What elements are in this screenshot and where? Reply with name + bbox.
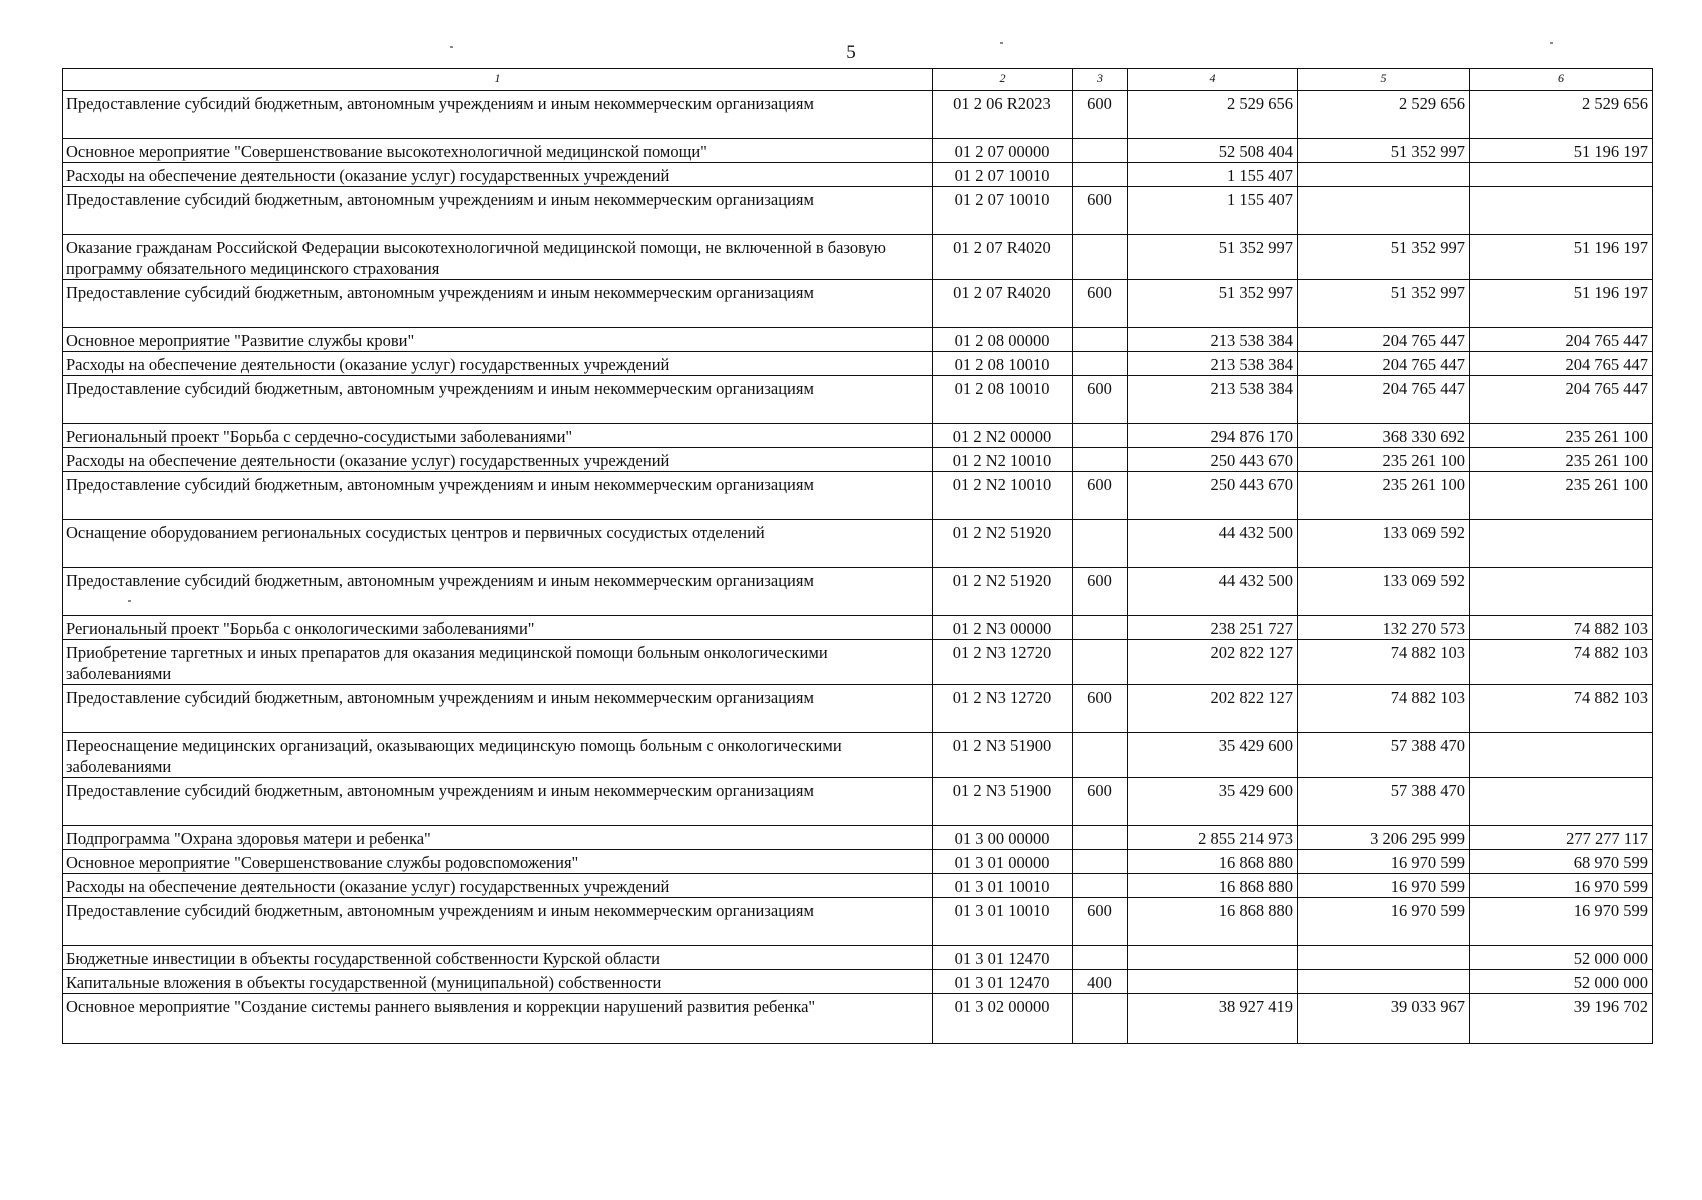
- table-row: [63, 874, 1653, 898]
- table-row: [63, 448, 1653, 472]
- row-amount-col4: 213 538 384: [1128, 376, 1298, 424]
- row-amount-col6: [1470, 733, 1653, 778]
- row-amount-col6: 51 196 197: [1470, 235, 1653, 280]
- row-expense-type: [1073, 328, 1128, 352]
- row-amount-col6: 51 196 197: [1470, 280, 1653, 328]
- row-expense-type: [1073, 448, 1128, 472]
- row-amount-col4: 1 155 407: [1128, 187, 1298, 235]
- row-name: Расходы на обеспечение деятельности (оказание услуг) государственных учреждений: [63, 448, 933, 472]
- row-amount-col4: 202 822 127: [1128, 640, 1298, 685]
- row-name: Предоставление субсидий бюджетным, автономным учреждениям и иным некоммерческим организациям: [63, 187, 933, 235]
- row-amount-col4: 38 927 419: [1128, 994, 1298, 1044]
- row-expense-type: 600: [1073, 778, 1128, 826]
- scan-speck: [1550, 42, 1553, 44]
- row-code: 01 2 N3 00000: [933, 616, 1073, 640]
- row-amount-col4: 2 529 656: [1128, 91, 1298, 139]
- row-name: Предоставление субсидий бюджетным, автономным учреждениям и иным некоммерческим организациям: [63, 778, 933, 826]
- row-code: 01 3 01 12470: [933, 946, 1073, 970]
- row-amount-col5: 133 069 592: [1298, 520, 1470, 568]
- row-amount-col4: 250 443 670: [1128, 472, 1298, 520]
- row-code: 01 2 N3 12720: [933, 640, 1073, 685]
- row-amount-col6: 16 970 599: [1470, 898, 1653, 946]
- table-row: [63, 235, 1653, 280]
- row-amount-col5: 204 765 447: [1298, 376, 1470, 424]
- row-name: Предоставление субсидий бюджетным, автономным учреждениям и иным некоммерческим организациям: [63, 280, 933, 328]
- row-amount-col4: 202 822 127: [1128, 685, 1298, 733]
- row-expense-type: 400: [1073, 970, 1128, 994]
- row-amount-col5: [1298, 970, 1470, 994]
- row-amount-col5: 133 069 592: [1298, 568, 1470, 616]
- row-code: 01 2 N3 51900: [933, 733, 1073, 778]
- row-code: 01 2 07 10010: [933, 187, 1073, 235]
- row-amount-col5: 2 529 656: [1298, 91, 1470, 139]
- row-amount-col6: 74 882 103: [1470, 640, 1653, 685]
- table-row: [63, 91, 1653, 139]
- row-amount-col6: 74 882 103: [1470, 616, 1653, 640]
- row-amount-col6: 235 261 100: [1470, 424, 1653, 448]
- row-amount-col4: 51 352 997: [1128, 280, 1298, 328]
- column-number: 4: [1128, 69, 1298, 91]
- column-number: 2: [933, 69, 1073, 91]
- table-row: [63, 280, 1653, 328]
- table-row: [63, 898, 1653, 946]
- row-expense-type: 600: [1073, 280, 1128, 328]
- row-amount-col5: 3 206 295 999: [1298, 826, 1470, 850]
- row-amount-col5: 16 970 599: [1298, 898, 1470, 946]
- row-name: Оснащение оборудованием региональных сосудистых центров и первичных сосудистых отделений: [63, 520, 933, 568]
- row-amount-col6: 235 261 100: [1470, 472, 1653, 520]
- row-code: 01 2 N2 51920: [933, 520, 1073, 568]
- row-code: 01 3 02 00000: [933, 994, 1073, 1044]
- table-row: [63, 946, 1653, 970]
- table-row: [63, 352, 1653, 376]
- row-name: Расходы на обеспечение деятельности (оказание услуг) государственных учреждений: [63, 874, 933, 898]
- column-number: 6: [1470, 69, 1653, 91]
- row-amount-col4: 1 155 407: [1128, 163, 1298, 187]
- row-amount-col5: 74 882 103: [1298, 640, 1470, 685]
- scan-speck: [128, 600, 131, 602]
- row-expense-type: [1073, 139, 1128, 163]
- row-name: Приобретение таргетных и иных препаратов для оказания медицинской помощи больным онкологическими заболеваниями: [63, 640, 933, 685]
- row-amount-col4: 35 429 600: [1128, 778, 1298, 826]
- row-code: 01 2 08 10010: [933, 376, 1073, 424]
- row-expense-type: [1073, 826, 1128, 850]
- table-row: [63, 733, 1653, 778]
- row-amount-col6: 39 196 702: [1470, 994, 1653, 1044]
- table-row: [63, 616, 1653, 640]
- row-amount-col5: [1298, 163, 1470, 187]
- row-amount-col6: 51 196 197: [1470, 139, 1653, 163]
- row-name: Предоставление субсидий бюджетным, автономным учреждениям и иным некоммерческим организациям: [63, 472, 933, 520]
- row-amount-col4: 213 538 384: [1128, 352, 1298, 376]
- row-name: Подпрограмма "Охрана здоровья матери и ребенка": [63, 826, 933, 850]
- row-code: 01 2 07 R4020: [933, 235, 1073, 280]
- table-row: [63, 163, 1653, 187]
- table-row: [63, 970, 1653, 994]
- row-amount-col5: 74 882 103: [1298, 685, 1470, 733]
- row-amount-col6: [1470, 520, 1653, 568]
- row-amount-col4: [1128, 946, 1298, 970]
- row-code: 01 3 01 10010: [933, 874, 1073, 898]
- row-amount-col4: [1128, 970, 1298, 994]
- row-expense-type: 600: [1073, 91, 1128, 139]
- row-expense-type: [1073, 352, 1128, 376]
- row-name: Основное мероприятие "Развитие службы крови": [63, 328, 933, 352]
- row-amount-col6: 204 765 447: [1470, 376, 1653, 424]
- row-name: Региональный проект "Борьба с сердечно-сосудистыми заболеваниями": [63, 424, 933, 448]
- row-code: 01 3 00 00000: [933, 826, 1073, 850]
- row-code: 01 3 01 10010: [933, 898, 1073, 946]
- table-row: [63, 472, 1653, 520]
- table-row: [63, 139, 1653, 163]
- table-row: [63, 376, 1653, 424]
- column-number: 1: [63, 69, 933, 91]
- table-row: [63, 640, 1653, 685]
- row-name: Расходы на обеспечение деятельности (оказание услуг) государственных учреждений: [63, 352, 933, 376]
- row-amount-col4: 16 868 880: [1128, 850, 1298, 874]
- table-row: [63, 994, 1653, 1044]
- row-code: 01 2 N2 10010: [933, 448, 1073, 472]
- table-row: [63, 826, 1653, 850]
- scan-speck: [1000, 42, 1003, 44]
- table-row: [63, 424, 1653, 448]
- row-name: Бюджетные инвестиции в объекты государственной собственности Курской области: [63, 946, 933, 970]
- row-amount-col6: 52 000 000: [1470, 946, 1653, 970]
- table-row: [63, 568, 1653, 616]
- row-code: 01 2 08 00000: [933, 328, 1073, 352]
- row-expense-type: [1073, 235, 1128, 280]
- row-amount-col4: 213 538 384: [1128, 328, 1298, 352]
- row-code: 01 2 07 10010: [933, 163, 1073, 187]
- table-row: [63, 187, 1653, 235]
- column-number: 3: [1073, 69, 1128, 91]
- row-amount-col5: 16 970 599: [1298, 850, 1470, 874]
- row-name: Переоснащение медицинских организаций, оказывающих медицинскую помощь больным с онкологическими заболеваниями: [63, 733, 933, 778]
- row-name: Основное мероприятие "Совершенствование службы родовспоможения": [63, 850, 933, 874]
- row-amount-col6: 2 529 656: [1470, 91, 1653, 139]
- table-row: [63, 778, 1653, 826]
- row-expense-type: [1073, 616, 1128, 640]
- row-amount-col5: 16 970 599: [1298, 874, 1470, 898]
- row-amount-col4: 52 508 404: [1128, 139, 1298, 163]
- row-code: 01 2 07 00000: [933, 139, 1073, 163]
- row-name: Предоставление субсидий бюджетным, автономным учреждениям и иным некоммерческим организациям: [63, 685, 933, 733]
- row-name: Основное мероприятие "Совершенствование высокотехнологичной медицинской помощи": [63, 139, 933, 163]
- row-code: 01 3 01 00000: [933, 850, 1073, 874]
- row-amount-col5: 39 033 967: [1298, 994, 1470, 1044]
- row-amount-col5: 204 765 447: [1298, 352, 1470, 376]
- row-expense-type: 600: [1073, 568, 1128, 616]
- row-code: 01 2 N3 12720: [933, 685, 1073, 733]
- table-row: [63, 328, 1653, 352]
- row-amount-col4: 35 429 600: [1128, 733, 1298, 778]
- column-number: 5: [1298, 69, 1470, 91]
- row-expense-type: [1073, 640, 1128, 685]
- row-amount-col6: 204 765 447: [1470, 328, 1653, 352]
- row-expense-type: [1073, 850, 1128, 874]
- row-code: 01 2 N2 51920: [933, 568, 1073, 616]
- row-amount-col5: 57 388 470: [1298, 778, 1470, 826]
- row-amount-col4: 294 876 170: [1128, 424, 1298, 448]
- row-expense-type: 600: [1073, 472, 1128, 520]
- row-amount-col6: 235 261 100: [1470, 448, 1653, 472]
- row-expense-type: [1073, 874, 1128, 898]
- row-amount-col6: [1470, 187, 1653, 235]
- row-expense-type: [1073, 424, 1128, 448]
- row-code: 01 2 N2 10010: [933, 472, 1073, 520]
- row-name: Предоставление субсидий бюджетным, автономным учреждениям и иным некоммерческим организациям: [63, 898, 933, 946]
- row-code: 01 2 N2 00000: [933, 424, 1073, 448]
- row-name: Предоставление субсидий бюджетным, автономным учреждениям и иным некоммерческим организациям: [63, 376, 933, 424]
- row-amount-col6: 74 882 103: [1470, 685, 1653, 733]
- column-number-row: [63, 69, 1653, 91]
- row-amount-col4: 16 868 880: [1128, 874, 1298, 898]
- row-expense-type: 600: [1073, 376, 1128, 424]
- row-amount-col6: [1470, 778, 1653, 826]
- row-amount-col5: [1298, 187, 1470, 235]
- row-amount-col6: [1470, 163, 1653, 187]
- row-amount-col6: [1470, 568, 1653, 616]
- row-amount-col6: 204 765 447: [1470, 352, 1653, 376]
- row-expense-type: [1073, 946, 1128, 970]
- row-amount-col5: 51 352 997: [1298, 139, 1470, 163]
- row-code: 01 3 01 12470: [933, 970, 1073, 994]
- row-amount-col5: 132 270 573: [1298, 616, 1470, 640]
- row-code: 01 2 06 R2023: [933, 91, 1073, 139]
- row-amount-col5: 204 765 447: [1298, 328, 1470, 352]
- row-amount-col6: 68 970 599: [1470, 850, 1653, 874]
- row-name: Оказание гражданам Российской Федерации высокотехнологичной медицинской помощи, не включенной в базовую программу обязательного медицинского страхования: [63, 235, 933, 280]
- row-amount-col5: 57 388 470: [1298, 733, 1470, 778]
- row-code: 01 2 07 R4020: [933, 280, 1073, 328]
- row-amount-col5: [1298, 946, 1470, 970]
- row-expense-type: [1073, 163, 1128, 187]
- row-amount-col5: 368 330 692: [1298, 424, 1470, 448]
- row-amount-col5: 51 352 997: [1298, 280, 1470, 328]
- row-amount-col6: 277 277 117: [1470, 826, 1653, 850]
- table-row: [63, 520, 1653, 568]
- row-expense-type: 600: [1073, 685, 1128, 733]
- budget-table: [62, 68, 1653, 1044]
- row-amount-col5: 235 261 100: [1298, 448, 1470, 472]
- row-amount-col4: 238 251 727: [1128, 616, 1298, 640]
- row-name: Предоставление субсидий бюджетным, автономным учреждениям и иным некоммерческим организациям: [63, 91, 933, 139]
- row-amount-col4: 250 443 670: [1128, 448, 1298, 472]
- scan-speck: [450, 46, 453, 48]
- row-name: Региональный проект "Борьба с онкологическими заболеваниями": [63, 616, 933, 640]
- row-code: 01 2 08 10010: [933, 352, 1073, 376]
- row-name: Предоставление субсидий бюджетным, автономным учреждениям и иным некоммерческим организациям: [63, 568, 933, 616]
- table-row: [63, 685, 1653, 733]
- row-amount-col6: 16 970 599: [1470, 874, 1653, 898]
- row-expense-type: [1073, 994, 1128, 1044]
- row-amount-col4: 2 855 214 973: [1128, 826, 1298, 850]
- row-amount-col5: 51 352 997: [1298, 235, 1470, 280]
- row-amount-col4: 44 432 500: [1128, 568, 1298, 616]
- row-name: Капитальные вложения в объекты государственной (муниципальной) собственности: [63, 970, 933, 994]
- row-name: Расходы на обеспечение деятельности (оказание услуг) государственных учреждений: [63, 163, 933, 187]
- row-code: 01 2 N3 51900: [933, 778, 1073, 826]
- row-expense-type: [1073, 520, 1128, 568]
- row-amount-col4: 51 352 997: [1128, 235, 1298, 280]
- row-name: Основное мероприятие "Создание системы раннего выявления и коррекции нарушений развития ребенка": [63, 994, 933, 1044]
- table-row: [63, 850, 1653, 874]
- row-amount-col4: 16 868 880: [1128, 898, 1298, 946]
- row-amount-col4: 44 432 500: [1128, 520, 1298, 568]
- row-expense-type: 600: [1073, 187, 1128, 235]
- page-number: 5: [846, 42, 856, 63]
- row-expense-type: 600: [1073, 898, 1128, 946]
- row-expense-type: [1073, 733, 1128, 778]
- row-amount-col6: 52 000 000: [1470, 970, 1653, 994]
- row-amount-col5: 235 261 100: [1298, 472, 1470, 520]
